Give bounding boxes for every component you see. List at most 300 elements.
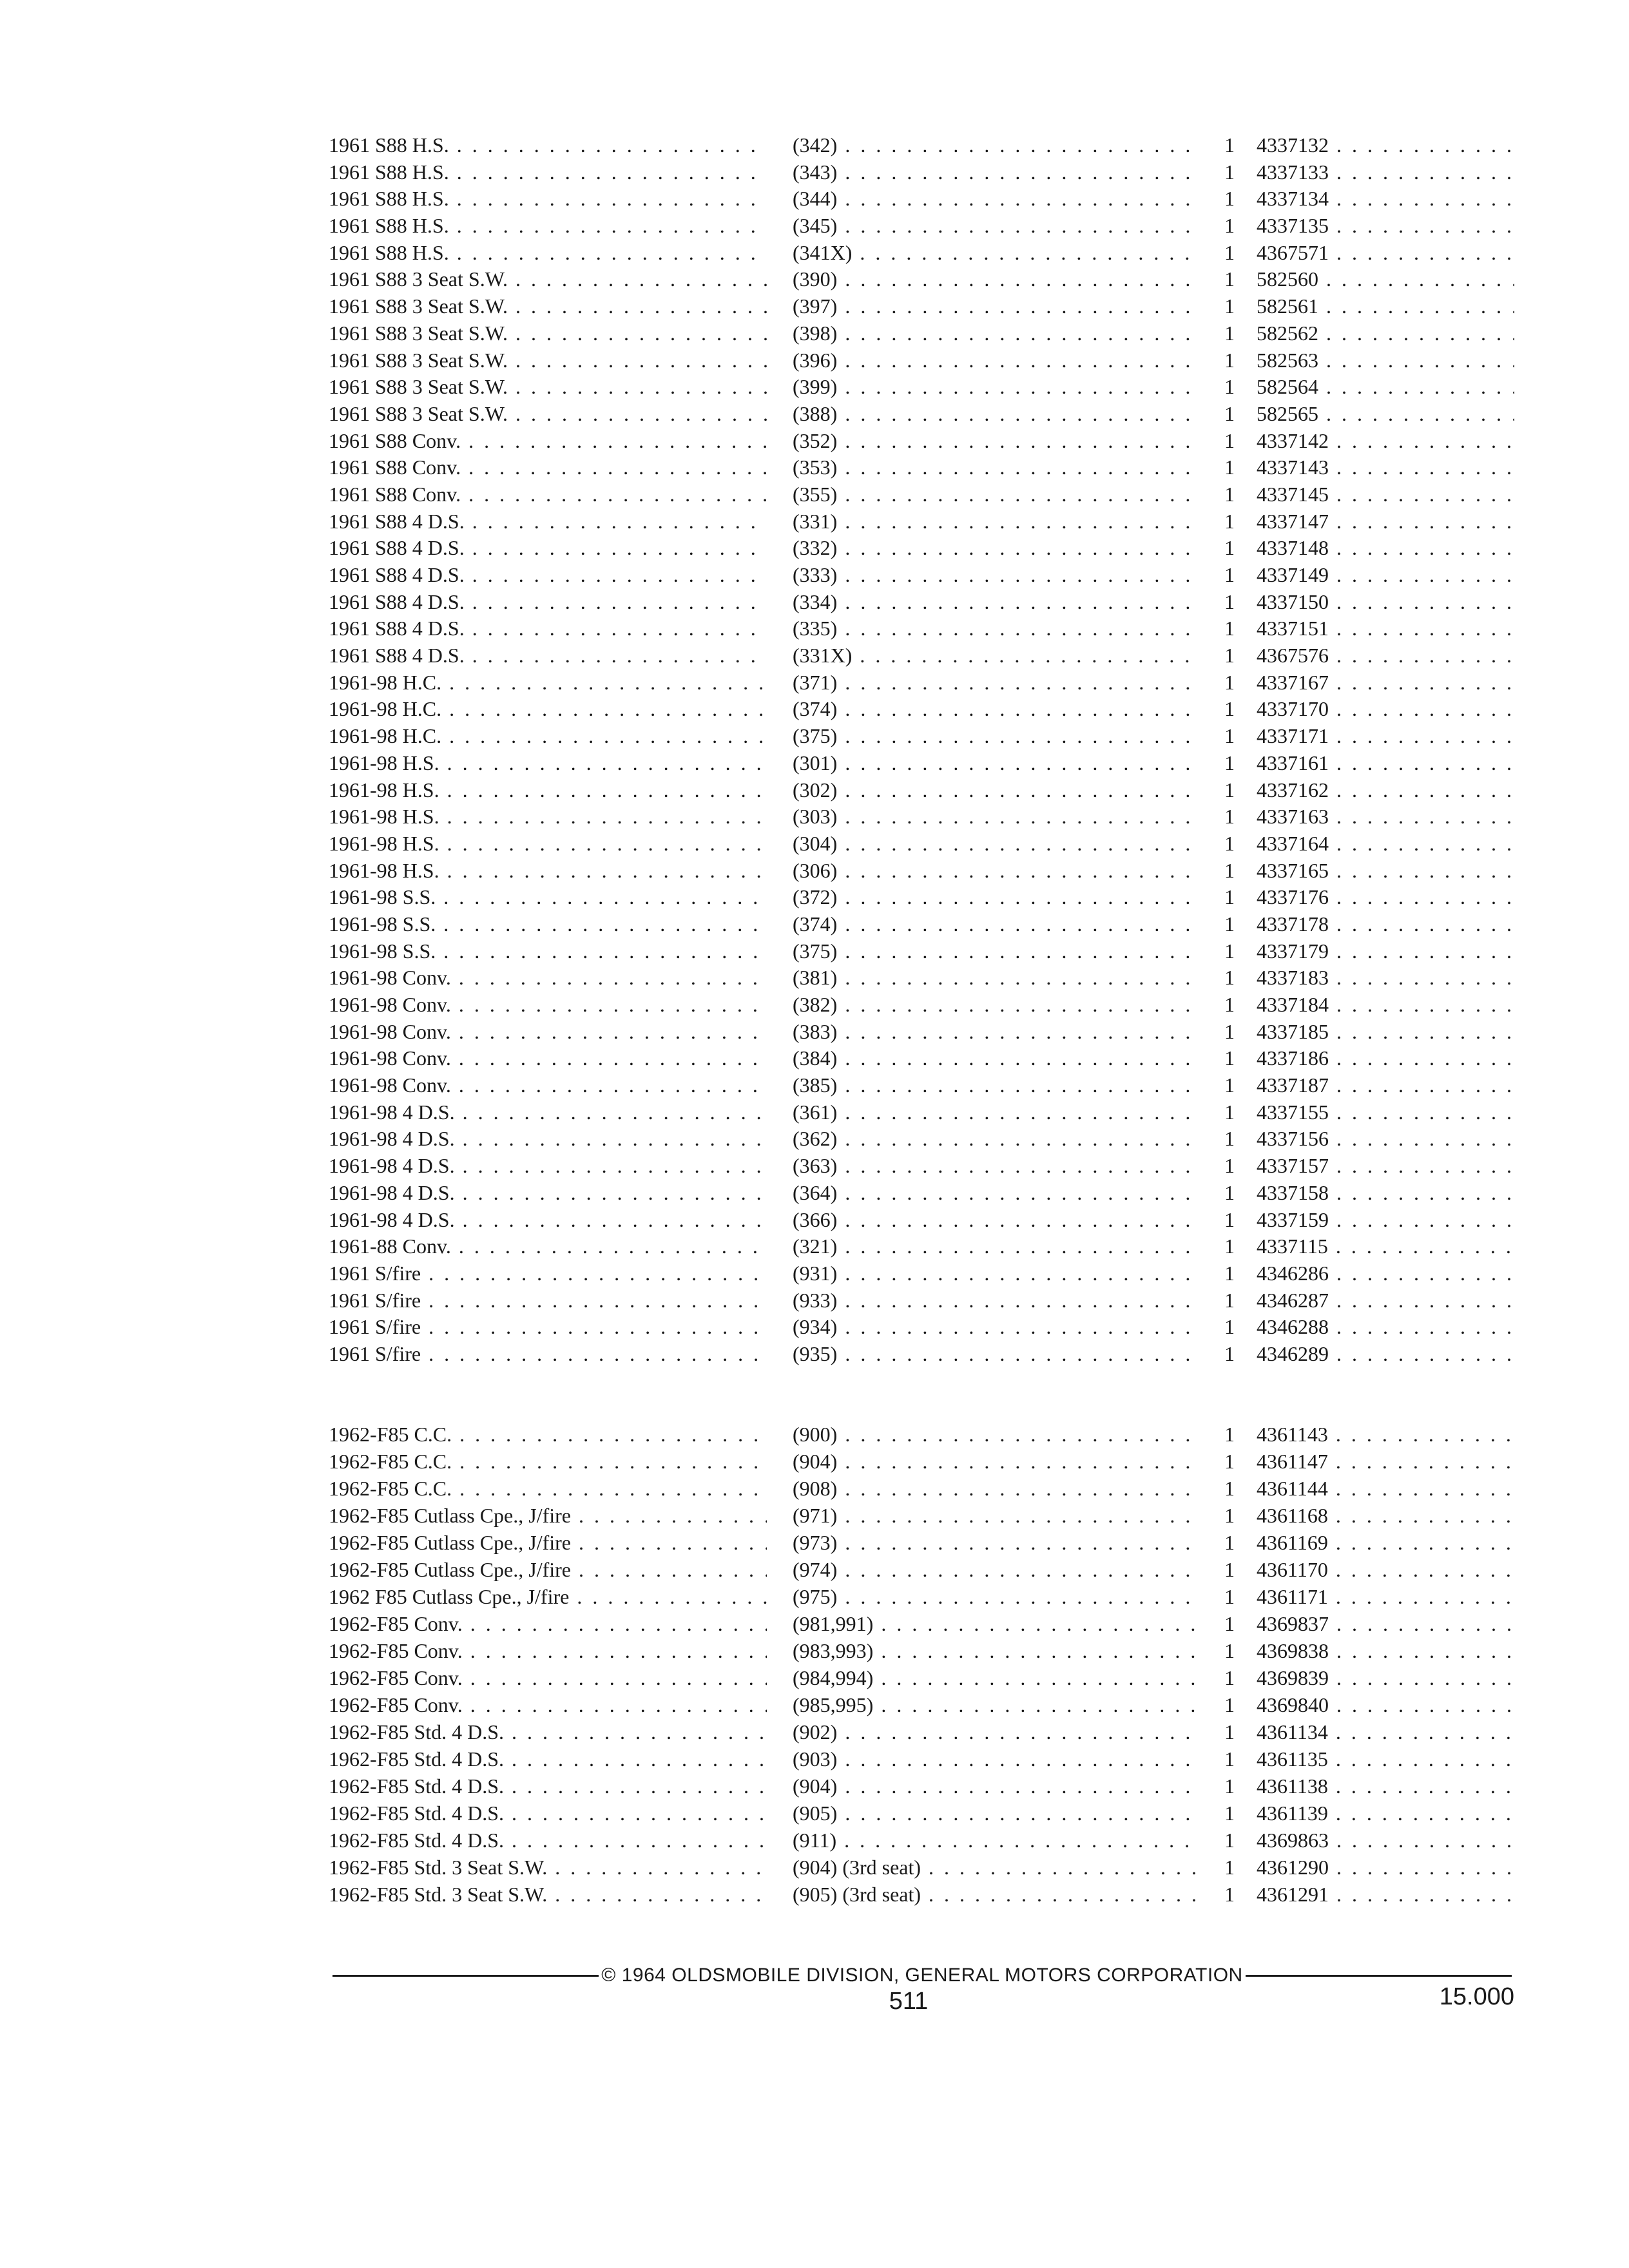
body-style-code: (934) . . .	[793, 1314, 1199, 1341]
quantity: 1	[1224, 1207, 1235, 1231]
part-number: 4337164 . . .	[1257, 831, 1514, 858]
list-item	[329, 1691, 1514, 1718]
body-style-code: (344) . . .	[793, 186, 1199, 213]
list-item	[329, 1745, 1514, 1773]
part-number: 4367571 . . .	[1257, 240, 1514, 267]
quantity: 1	[1224, 590, 1235, 613]
list-item	[329, 965, 1514, 992]
model-name: 1961-98 4 D.S. . . .	[329, 1126, 767, 1153]
model-name: 1962-F85 Std. 3 Seat S.W. . . .	[329, 1881, 767, 1908]
quantity: 1	[1224, 1585, 1235, 1608]
list-item	[329, 938, 1514, 965]
body-style-code: (931) . . .	[793, 1260, 1199, 1287]
part-number: 4337167 . . .	[1257, 669, 1514, 697]
part-number: 4337143 . . .	[1257, 454, 1514, 481]
part-number: 4337161 . . .	[1257, 750, 1514, 777]
part-number: 4337183 . . .	[1257, 965, 1514, 992]
footer-rule	[333, 1965, 1512, 1986]
part-number: 4361169 . . .	[1257, 1529, 1514, 1556]
body-style-code: (900) . . .	[793, 1421, 1199, 1448]
part-number: 4337133 . . .	[1257, 159, 1514, 186]
model-name: 1961-98 Conv. . . .	[329, 1019, 767, 1046]
body-style-code: (375) . . .	[793, 723, 1199, 750]
model-name: 1961-98 H.S. . . .	[329, 777, 767, 804]
body-style-code: (364) . . .	[793, 1180, 1199, 1207]
model-name: 1961 S88 4 D.S. . . .	[329, 615, 767, 642]
quantity: 1	[1224, 1693, 1235, 1716]
quantity: 1	[1224, 1288, 1235, 1312]
model-name: 1962-F85 C.C. . . .	[329, 1421, 767, 1448]
quantity: 1	[1224, 1180, 1235, 1204]
quantity: 1	[1224, 1720, 1235, 1744]
model-name: 1961 S88 H.S. . . .	[329, 159, 767, 186]
list-item	[329, 803, 1514, 831]
body-style-code: (306) . . .	[793, 858, 1199, 885]
body-style-code: (371) . . .	[793, 669, 1199, 697]
part-number: 4337171 . . .	[1257, 723, 1514, 750]
list-item	[329, 562, 1514, 589]
quantity: 1	[1224, 697, 1235, 721]
part-number: 4337150 . . .	[1257, 589, 1514, 616]
list-item	[329, 1019, 1514, 1046]
body-style-code: (390) . . .	[793, 266, 1199, 293]
list-item	[329, 911, 1514, 938]
part-number: 4361135 . . .	[1257, 1745, 1514, 1773]
part-number: 4337142 . . .	[1257, 428, 1514, 455]
body-style-code: (388) . . .	[793, 401, 1199, 428]
list-item	[329, 1773, 1514, 1800]
part-number: 4337155 . . .	[1257, 1099, 1514, 1126]
model-name: 1961 S88 4 D.S. . . .	[329, 535, 767, 562]
model-name: 1962-F85 Std. 4 D.S. . . .	[329, 1718, 767, 1745]
quantity: 1	[1224, 187, 1235, 211]
body-style-code: (903) . . .	[793, 1745, 1199, 1773]
part-number: 4337158 . . .	[1257, 1180, 1514, 1207]
body-style-code: (374) . . .	[793, 696, 1199, 723]
part-number: 4361139 . . .	[1257, 1800, 1514, 1827]
model-name: 1961-98 H.C. . . .	[329, 723, 767, 750]
list-item	[329, 1475, 1514, 1502]
body-style-code: (385) . . .	[793, 1072, 1199, 1099]
body-style-code: (363) . . .	[793, 1153, 1199, 1180]
model-name: 1961-88 Conv. . . .	[329, 1233, 767, 1260]
model-name: 1961-98 S.S. . . .	[329, 911, 767, 938]
model-name: 1961 S88 3 Seat S.W. . . .	[329, 401, 767, 428]
list-item	[329, 777, 1514, 804]
list-item	[329, 1207, 1514, 1234]
quantity: 1	[1224, 133, 1235, 157]
part-number: 4337134 . . .	[1257, 186, 1514, 213]
body-style-code: (366) . . .	[793, 1207, 1199, 1234]
list-item	[329, 884, 1514, 911]
body-style-code: (983,993) . . .	[793, 1637, 1199, 1664]
quantity: 1	[1224, 321, 1235, 345]
part-number: 4337148 . . .	[1257, 535, 1514, 562]
list-item	[329, 1800, 1514, 1827]
model-name: 1961-98 H.S. . . .	[329, 803, 767, 831]
model-name: 1961 S/fire . . .	[329, 1341, 767, 1368]
list-item	[329, 1529, 1514, 1556]
part-number: 4337151 . . .	[1257, 615, 1514, 642]
body-style-code: (343) . . .	[793, 159, 1199, 186]
model-name: 1962-F85 Std. 4 D.S. . . .	[329, 1827, 767, 1854]
list-item	[329, 1827, 1514, 1854]
model-name: 1961 S88 4 D.S. . . .	[329, 589, 767, 616]
quantity: 1	[1224, 1073, 1235, 1097]
part-number: 4337159 . . .	[1257, 1207, 1514, 1234]
quantity: 1	[1224, 1558, 1235, 1581]
model-name: 1961-98 4 D.S. . . .	[329, 1207, 767, 1234]
quantity: 1	[1224, 348, 1235, 372]
list-item	[329, 481, 1514, 508]
list-item	[329, 401, 1514, 428]
model-name: 1961 S88 H.S. . . .	[329, 213, 767, 240]
body-style-code: (399) . . .	[793, 374, 1199, 401]
model-name: 1961 S88 Conv. . . .	[329, 454, 767, 481]
part-number: 4337165 . . .	[1257, 858, 1514, 885]
quantity: 1	[1224, 482, 1235, 506]
list-item	[329, 1881, 1514, 1908]
quantity: 1	[1224, 778, 1235, 802]
body-style-code: (331X) . . .	[793, 642, 1199, 669]
body-style-code: (981,991) . . .	[793, 1610, 1199, 1637]
body-style-code: (908) . . .	[793, 1475, 1199, 1502]
model-name: 1961 S88 3 Seat S.W. . . .	[329, 266, 767, 293]
model-name: 1962-F85 C.C. . . .	[329, 1475, 767, 1502]
model-name: 1962-F85 Conv. . . .	[329, 1637, 767, 1664]
model-name: 1961 S88 H.S. . . .	[329, 186, 767, 213]
quantity: 1	[1224, 617, 1235, 640]
body-style-code: (904) . . .	[793, 1773, 1199, 1800]
body-style-code: (974) . . .	[793, 1556, 1199, 1583]
model-name: 1961-98 Conv. . . .	[329, 965, 767, 992]
part-number: 582560 . . .	[1257, 266, 1514, 293]
model-name: 1961 S88 4 D.S. . . .	[329, 562, 767, 589]
body-style-code: (911) . . .	[793, 1827, 1199, 1854]
body-style-code: (935) . . .	[793, 1341, 1199, 1368]
list-item	[329, 1233, 1514, 1260]
list-item	[329, 1045, 1514, 1072]
model-name: 1961 S/fire . . .	[329, 1314, 767, 1341]
list-item	[329, 750, 1514, 777]
quantity: 1	[1224, 1883, 1235, 1906]
part-number: 4337178 . . .	[1257, 911, 1514, 938]
model-name: 1962-F85 Conv. . . .	[329, 1691, 767, 1718]
quantity: 1	[1224, 858, 1235, 882]
model-name: 1961-98 S.S. . . .	[329, 938, 767, 965]
model-name: 1961 S88 Conv. . . .	[329, 428, 767, 455]
body-style-code: (985,995) . . .	[793, 1691, 1199, 1718]
list-item	[329, 1099, 1514, 1126]
model-name: 1961 S88 3 Seat S.W. . . .	[329, 320, 767, 347]
quantity: 1	[1224, 1477, 1235, 1500]
list-item	[329, 669, 1514, 697]
model-name: 1962-F85 Cutlass Cpe., J/fire . . .	[329, 1529, 767, 1556]
list-item	[329, 454, 1514, 481]
part-number: 4337162 . . .	[1257, 777, 1514, 804]
list-item	[329, 1718, 1514, 1745]
part-number: 4361170 . . .	[1257, 1556, 1514, 1583]
part-number: 4346288 . . .	[1257, 1314, 1514, 1341]
body-style-code: (905) . . .	[793, 1800, 1199, 1827]
model-name: 1961-98 4 D.S. . . .	[329, 1153, 767, 1180]
quantity: 1	[1224, 1341, 1235, 1365]
model-name: 1961-98 S.S. . . .	[329, 884, 767, 911]
body-style-code: (381) . . .	[793, 965, 1199, 992]
body-style-code: (984,994) . . .	[793, 1664, 1199, 1691]
quantity: 1	[1224, 160, 1235, 184]
body-style-code: (321) . . .	[793, 1233, 1199, 1260]
quantity: 1	[1224, 401, 1235, 425]
part-number: 4346287 . . .	[1257, 1287, 1514, 1314]
quantity: 1	[1224, 966, 1235, 990]
quantity: 1	[1224, 724, 1235, 748]
model-name: 1962-F85 Cutlass Cpe., J/fire . . .	[329, 1556, 767, 1583]
quantity: 1	[1224, 831, 1235, 855]
quantity: 1	[1224, 1747, 1235, 1771]
list-item	[329, 1180, 1514, 1207]
quantity: 1	[1224, 456, 1235, 479]
model-name: 1962-F85 Conv. . . .	[329, 1610, 767, 1637]
parts-list-1961	[329, 132, 1514, 1368]
part-number: 4337179 . . .	[1257, 938, 1514, 965]
quantity: 1	[1224, 939, 1235, 963]
quantity: 1	[1224, 1235, 1235, 1258]
quantity: 1	[1224, 1829, 1235, 1852]
body-style-code: (362) . . .	[793, 1126, 1199, 1153]
body-style-code: (302) . . .	[793, 777, 1199, 804]
body-style-code: (361) . . .	[793, 1099, 1199, 1126]
list-item	[329, 1583, 1514, 1610]
model-name: 1962-F85 Std. 3 Seat S.W. . . .	[329, 1854, 767, 1881]
part-number: 4361143 . . .	[1257, 1421, 1514, 1448]
body-style-code: (345) . . .	[793, 213, 1199, 240]
list-item	[329, 1637, 1514, 1664]
part-number: 4346289 . . .	[1257, 1341, 1514, 1368]
part-number: 582564 . . .	[1257, 374, 1514, 401]
list-item	[329, 347, 1514, 374]
footer-rule-right	[1246, 1975, 1512, 1977]
model-name: 1961-98 Conv. . . .	[329, 992, 767, 1019]
list-item	[329, 1502, 1514, 1529]
body-style-code: (372) . . .	[793, 884, 1199, 911]
model-name: 1962 F85 Cutlass Cpe., J/fire . . .	[329, 1583, 767, 1610]
body-style-code: (975) . . .	[793, 1583, 1199, 1610]
quantity: 1	[1224, 993, 1235, 1016]
body-style-code: (397) . . .	[793, 293, 1199, 320]
list-item	[329, 831, 1514, 858]
part-number: 4337115 . . .	[1257, 1233, 1514, 1260]
list-item	[329, 374, 1514, 401]
body-style-code: (374) . . .	[793, 911, 1199, 938]
body-style-code: (333) . . .	[793, 562, 1199, 589]
list-item	[329, 213, 1514, 240]
list-item	[329, 1072, 1514, 1099]
quantity: 1	[1224, 1100, 1235, 1124]
part-number: 582561 . . .	[1257, 293, 1514, 320]
quantity: 1	[1224, 267, 1235, 291]
model-name: 1961 S88 3 Seat S.W. . . .	[329, 347, 767, 374]
quantity: 1	[1224, 1261, 1235, 1285]
body-style-code: (902) . . .	[793, 1718, 1199, 1745]
quantity: 1	[1224, 1856, 1235, 1879]
list-item	[329, 642, 1514, 669]
section-number: 15.000	[1439, 1983, 1514, 2010]
model-name: 1961-98 H.S. . . .	[329, 750, 767, 777]
model-name: 1962-F85 Std. 4 D.S. . . .	[329, 1745, 767, 1773]
body-style-code: (398) . . .	[793, 320, 1199, 347]
part-number: 4369838 . . .	[1257, 1637, 1514, 1664]
part-number: 4337186 . . .	[1257, 1045, 1514, 1072]
part-number: 4361171 . . .	[1257, 1583, 1514, 1610]
list-item	[329, 293, 1514, 320]
page-number: 511	[889, 1988, 929, 2015]
quantity: 1	[1224, 1423, 1235, 1446]
quantity: 1	[1224, 1315, 1235, 1339]
model-name: 1961 S88 4 D.S. . . .	[329, 508, 767, 535]
model-name: 1961-98 H.S. . . .	[329, 831, 767, 858]
list-item	[329, 858, 1514, 885]
quantity: 1	[1224, 240, 1235, 264]
body-style-code: (375) . . .	[793, 938, 1199, 965]
model-name: 1961 S88 Conv. . . .	[329, 481, 767, 508]
part-number: 4369839 . . .	[1257, 1664, 1514, 1691]
list-item	[329, 1287, 1514, 1314]
model-name: 1961 S88 3 Seat S.W. . . .	[329, 374, 767, 401]
body-style-code: (384) . . .	[793, 1045, 1199, 1072]
quantity: 1	[1224, 1774, 1235, 1798]
part-number: 4337147 . . .	[1257, 508, 1514, 535]
list-item	[329, 1341, 1514, 1368]
body-style-code: (973) . . .	[793, 1529, 1199, 1556]
quantity: 1	[1224, 751, 1235, 774]
body-style-code: (303) . . .	[793, 803, 1199, 831]
part-number: 4337184 . . .	[1257, 992, 1514, 1019]
body-style-code: (301) . . .	[793, 750, 1199, 777]
parts-list-1962	[329, 1421, 1514, 1908]
copyright-notice: © 1964 OLDSMOBILE DIVISION, GENERAL MOTORS CORPORATION	[601, 1965, 1243, 1986]
part-number: 4337132 . . .	[1257, 132, 1514, 159]
model-name: 1961 S/fire . . .	[329, 1260, 767, 1287]
list-item	[329, 1314, 1514, 1341]
quantity: 1	[1224, 912, 1235, 936]
body-style-code: (342) . . .	[793, 132, 1199, 159]
model-name: 1961 S88 H.S. . . .	[329, 132, 767, 159]
body-style-code: (332) . . .	[793, 535, 1199, 562]
list-item	[329, 1448, 1514, 1475]
quantity: 1	[1224, 294, 1235, 318]
quantity: 1	[1224, 1802, 1235, 1825]
part-number: 4337187 . . .	[1257, 1072, 1514, 1099]
body-style-code: (971) . . .	[793, 1502, 1199, 1529]
model-name: 1961-98 H.C. . . .	[329, 669, 767, 697]
quantity: 1	[1224, 375, 1235, 399]
model-name: 1962-F85 Std. 4 D.S. . . .	[329, 1773, 767, 1800]
model-name: 1962-F85 Conv. . . .	[329, 1664, 767, 1691]
footer-rule-left	[333, 1975, 599, 1977]
list-item	[329, 508, 1514, 535]
list-item	[329, 240, 1514, 267]
model-name: 1961 S/fire . . .	[329, 1287, 767, 1314]
body-style-code: (905) (3rd seat) . . .	[793, 1881, 1199, 1908]
model-name: 1962-F85 C.C. . . .	[329, 1448, 767, 1475]
quantity: 1	[1224, 1019, 1235, 1043]
body-style-code: (904) . . .	[793, 1448, 1199, 1475]
list-item	[329, 1421, 1514, 1448]
model-name: 1961 S88 3 Seat S.W. . . .	[329, 293, 767, 320]
quantity: 1	[1224, 1046, 1235, 1070]
list-item	[329, 696, 1514, 723]
quantity: 1	[1224, 1154, 1235, 1178]
body-style-code: (355) . . .	[793, 481, 1199, 508]
quantity: 1	[1224, 644, 1235, 668]
quantity: 1	[1224, 563, 1235, 586]
body-style-code: (331) . . .	[793, 508, 1199, 535]
quantity: 1	[1224, 536, 1235, 560]
part-number: 4361134 . . .	[1257, 1718, 1514, 1745]
part-number: 4346286 . . .	[1257, 1260, 1514, 1287]
part-number: 4361138 . . .	[1257, 1773, 1514, 1800]
model-name: 1961 S88 4 D.S. . . .	[329, 642, 767, 669]
part-number: 4337135 . . .	[1257, 213, 1514, 240]
list-item	[329, 1260, 1514, 1287]
list-item	[329, 1610, 1514, 1637]
list-item	[329, 589, 1514, 616]
list-item	[329, 1153, 1514, 1180]
model-name: 1961-98 4 D.S. . . .	[329, 1180, 767, 1207]
list-item	[329, 132, 1514, 159]
body-style-code: (382) . . .	[793, 992, 1199, 1019]
body-style-code: (334) . . .	[793, 589, 1199, 616]
part-number: 4361290 . . .	[1257, 1854, 1514, 1881]
quantity: 1	[1224, 509, 1235, 533]
part-number: 4361147 . . .	[1257, 1448, 1514, 1475]
list-item	[329, 723, 1514, 750]
part-number: 4337149 . . .	[1257, 562, 1514, 589]
part-number: 4361291 . . .	[1257, 1881, 1514, 1908]
body-style-code: (341X) . . .	[793, 240, 1199, 267]
list-item	[329, 615, 1514, 642]
body-style-code: (304) . . .	[793, 831, 1199, 858]
body-style-code: (352) . . .	[793, 428, 1199, 455]
model-name: 1961 S88 H.S. . . .	[329, 240, 767, 267]
model-name: 1961-98 Conv. . . .	[329, 1045, 767, 1072]
part-number: 4337145 . . .	[1257, 481, 1514, 508]
part-number: 4337157 . . .	[1257, 1153, 1514, 1180]
list-item	[329, 1664, 1514, 1691]
list-item	[329, 1126, 1514, 1153]
quantity: 1	[1224, 1639, 1235, 1662]
body-style-code: (396) . . .	[793, 347, 1199, 374]
quantity: 1	[1224, 1504, 1235, 1527]
body-style-code: (933) . . .	[793, 1287, 1199, 1314]
quantity: 1	[1224, 1612, 1235, 1635]
part-number: 4367576 . . .	[1257, 642, 1514, 669]
model-name: 1962-F85 Std. 4 D.S. . . .	[329, 1800, 767, 1827]
model-name: 1961-98 4 D.S. . . .	[329, 1099, 767, 1126]
model-name: 1961-98 H.C. . . .	[329, 696, 767, 723]
model-name: 1961-98 Conv. . . .	[329, 1072, 767, 1099]
body-style-code: (383) . . .	[793, 1019, 1199, 1046]
part-number: 4361144 . . .	[1257, 1475, 1514, 1502]
list-item	[329, 320, 1514, 347]
list-item	[329, 535, 1514, 562]
list-item	[329, 1854, 1514, 1881]
quantity: 1	[1224, 214, 1235, 238]
part-number: 582562 . . .	[1257, 320, 1514, 347]
part-number: 4369863 . . .	[1257, 1827, 1514, 1854]
quantity: 1	[1224, 670, 1235, 694]
